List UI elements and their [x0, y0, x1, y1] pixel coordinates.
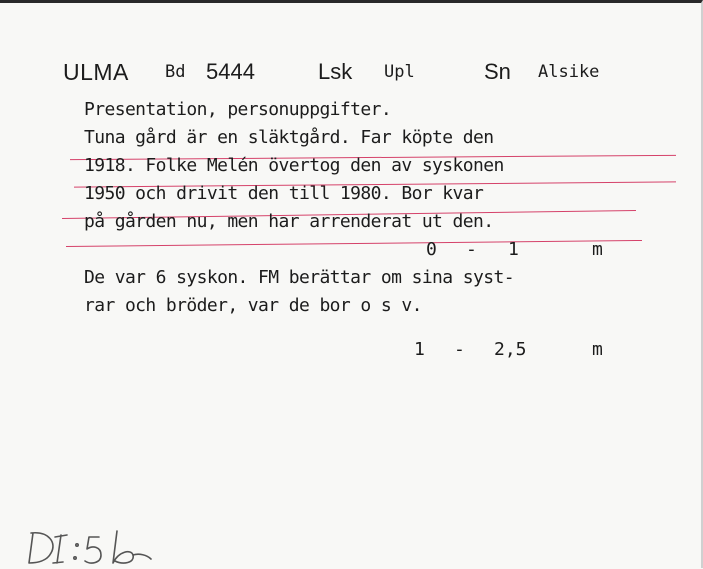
handwritten-signature-mark	[27, 525, 167, 569]
bd-number: 5444	[206, 59, 255, 84]
lsk-value: Upl	[384, 62, 415, 82]
time-range-1-dash: -	[466, 239, 477, 260]
card-header	[63, 59, 663, 89]
text-line-4: 1950 och drivit den till 1980. Bor kvar	[84, 183, 484, 204]
lsk-label: Lsk	[318, 59, 353, 84]
text-line-5: på gården nu, men har arrenderat ut den.	[84, 211, 494, 232]
time-range-2-unit: m	[592, 339, 603, 360]
text-line-7: rar och bröder, var de bor o s v.	[84, 295, 422, 316]
text-line-2: Tuna gård är en släktgård. Far köpte den	[84, 127, 494, 148]
time-range-2-to: 2,5	[494, 339, 527, 360]
time-range-2-dash: -	[454, 339, 465, 360]
time-range-2-from: 1	[414, 339, 425, 360]
bd-label: Bd	[165, 62, 186, 82]
text-line-1: Presentation, personuppgifter.	[84, 99, 392, 120]
sn-value: Alsike	[538, 62, 600, 82]
red-underline-4	[66, 240, 642, 247]
time-range-1-to: 1	[508, 239, 519, 260]
sn-label: Sn	[484, 59, 511, 84]
text-line-3: 1918. Folke Melén övertog den av syskonen	[84, 155, 504, 176]
archive-code: ULMA	[63, 59, 129, 85]
text-line-6: De var 6 syskon. FM berättar om sina syst-	[84, 267, 514, 288]
time-range-1-unit: m	[592, 239, 603, 260]
time-range-1-from: 0	[426, 239, 437, 260]
